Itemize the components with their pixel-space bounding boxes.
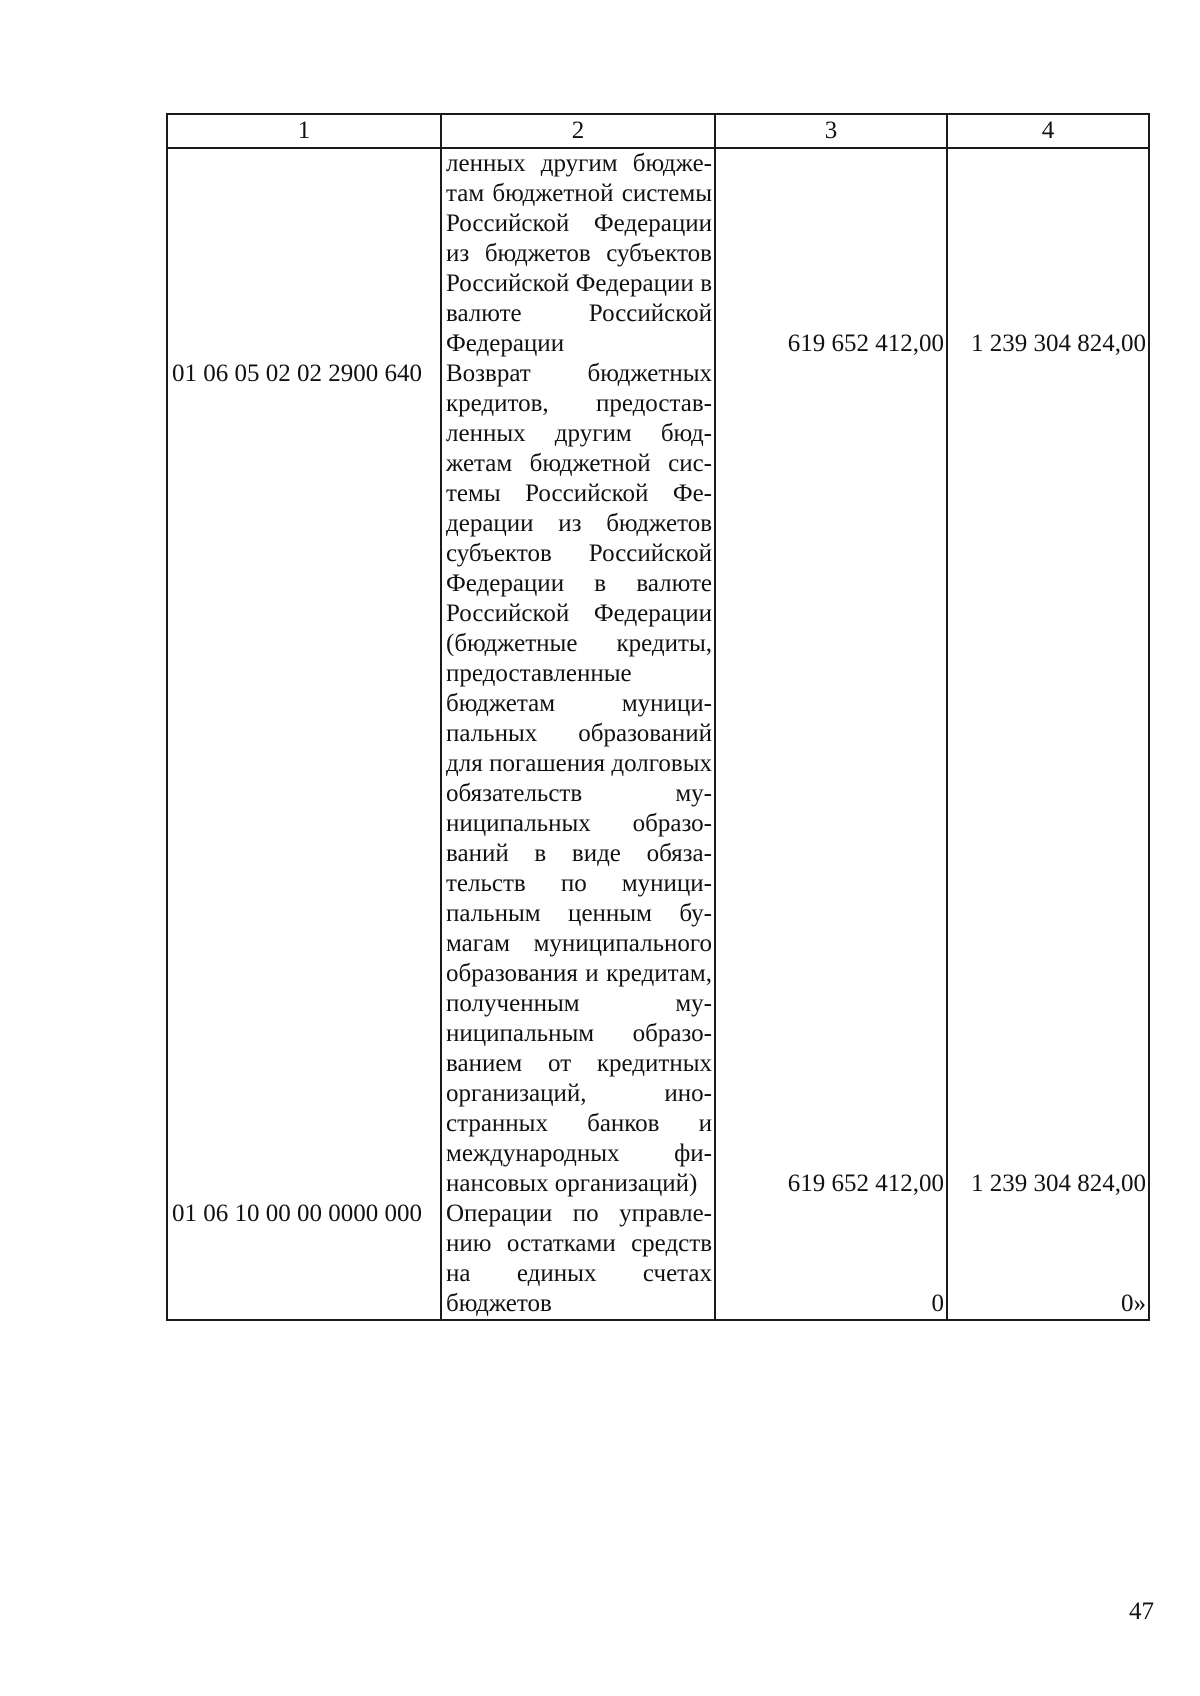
row-value-column-4: 0»: [947, 1199, 1149, 1320]
row-value-column-3: 0: [715, 1199, 947, 1320]
table-row: [167, 148, 1149, 359]
row-description: ленных другим бюджетам бюджетной системы Российской Федерации из бюджетов субъектов Российской Федерации в валюте Российской Федерации: [441, 148, 715, 359]
header-row: [167, 114, 1149, 148]
page-number: 47: [1129, 1598, 1154, 1625]
table-body: [167, 148, 1149, 1320]
budget-sources-table: [166, 113, 1150, 1321]
row-description: Операции по управлению остатками средств на единых счетах бюджетов: [441, 1199, 715, 1320]
row-description: Возврат бюджетных кредитов, предоставленных другим бюджетам бюджетной системы Российской Федерации из бюджетов субъектов Российской Федерации в валюте Российской Федерации (бюджетные кредиты, предоставленные бюджетам муниципальных образований для погашения долговых обязательств муниципальных образований в виде обязательств по муниципальным ценным бумагам муниципального образования и кредитам, полученным муниципальным образованием от кредитных организаций, иностранных банков и международных финансовых организаций): [441, 359, 715, 1199]
row-value-column-4: 1 239 304 824,00: [947, 359, 1149, 1199]
column-header-1: 1: [167, 114, 441, 148]
table-row: [167, 1199, 1149, 1320]
column-header-2: 2: [441, 114, 715, 148]
table-row: [167, 359, 1149, 1199]
row-code: 01 06 10 00 00 0000 000: [167, 1199, 441, 1320]
column-header-3: 3: [715, 114, 947, 148]
row-value-column-3: 619 652 412,00: [715, 148, 947, 359]
row-code: 01 06 05 02 02 2900 640: [167, 359, 441, 1199]
row-value-column-3: 619 652 412,00: [715, 359, 947, 1199]
table-header: [167, 114, 1149, 148]
row-code: [167, 148, 441, 359]
row-value-column-4: 1 239 304 824,00: [947, 148, 1149, 359]
column-header-4: 4: [947, 114, 1149, 148]
